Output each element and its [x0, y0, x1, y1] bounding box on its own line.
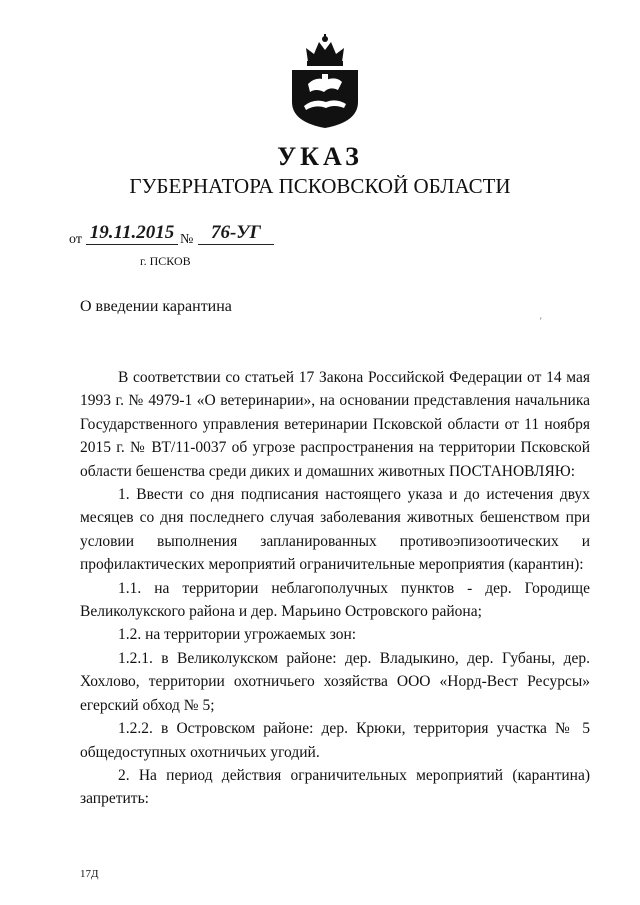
- paragraph-1-2-1: 1.2.1. в Великолукском районе: дер. Владыкино, дер. Губаны, дер. Хохлово, территории охотничьего хозяйства ООО «Норд-Вест Ресурсы» егерский обход № 5;: [80, 649, 590, 714]
- page-footer-code: 17Д: [80, 868, 99, 880]
- paragraph-1-2: 1.2. на территории угрожаемых зон:: [118, 626, 357, 644]
- paragraph-2: 2. На период действия ограничительных мероприятий (карантина) запретить:: [80, 766, 590, 808]
- date-prefix: от: [69, 232, 82, 247]
- document-subject: О введении карантина: [80, 298, 232, 315]
- paragraph-preamble: В соответствии со статьей 17 Закона Российской Федерации от 14 мая 1993 г. № 4979-1 «О ветеринарии», на основании представления начальника Государственного управления ветеринарии Псковской области от 11 ноября 2015 г. № ВТ/11-0037 об угрозе распространения на территории Псковской области бешенства среди диких и домашних животных ПОСТАНОВЛЯЮ:: [80, 369, 590, 480]
- paragraph-1-1: 1.1. на территории неблагополучных пунктов - дер. Городище Великолукского района и дер. Марьино Островского района;: [80, 579, 590, 621]
- document-subtitle: ГУБЕРНАТОРА ПСКОВСКОЙ ОБЛАСТИ: [129, 174, 511, 198]
- handwritten-number: 76-УГ: [198, 222, 274, 245]
- handwritten-date: 19.11.2015: [86, 222, 178, 245]
- stray-mark: ': [540, 316, 542, 326]
- document-title: УКАЗ: [277, 142, 363, 171]
- number-sign: №: [180, 232, 194, 247]
- city-label: г. ПСКОВ: [140, 254, 191, 268]
- paragraph-1-2-2: 1.2.2. в Островском районе: дер. Крюки, территория участка № 5 общедоступных охотничьих угодий.: [80, 720, 590, 761]
- document-body: [80, 366, 590, 811]
- paragraph-1: 1. Ввести со дня подписания настоящего указа и до истечения двух месяцев со дня последнего случая заболевания животных бешенством при условии выполнения запланированных противоэпизоотических и профилактических мероприятий ограничительные мероприятия (карантин):: [80, 486, 590, 574]
- coat-of-arms-icon: [286, 32, 364, 130]
